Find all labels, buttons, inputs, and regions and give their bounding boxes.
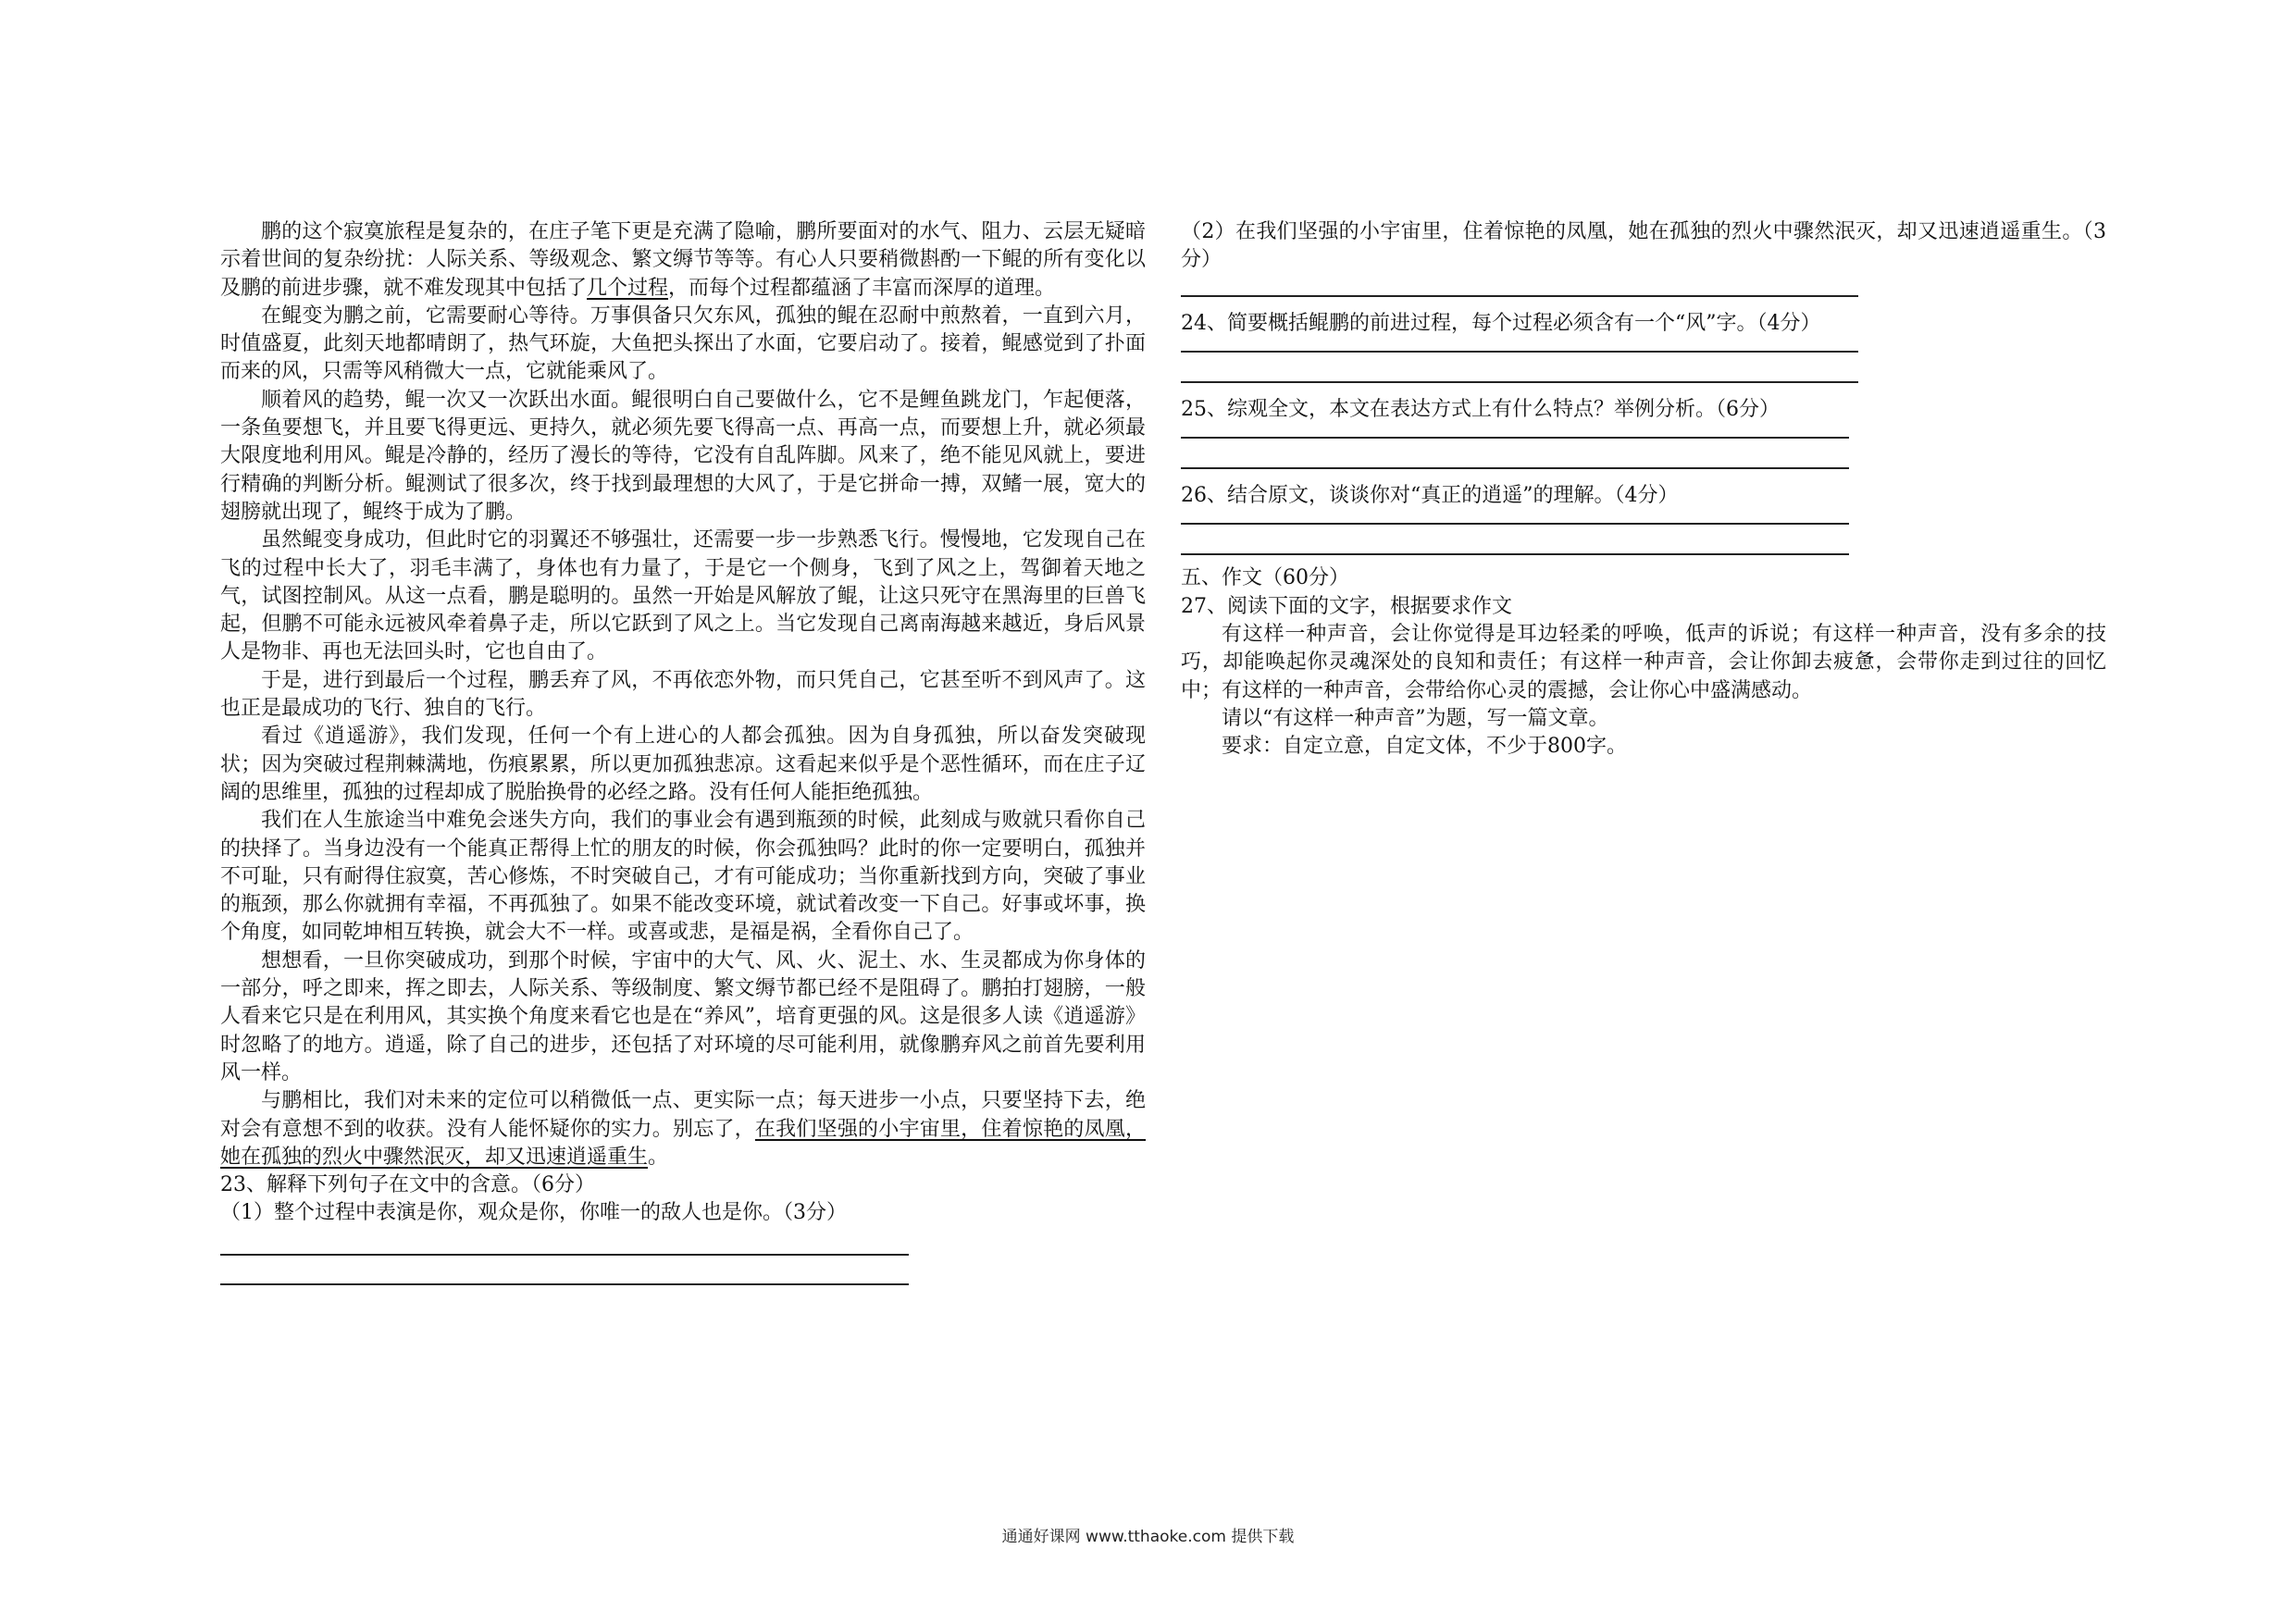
paragraph-1: 鹏的这个寂寞旅程是复杂的，在庄子笔下更是充满了隐喻，鹏所要面对的水气、阻力、云层无疑暗示着世间的复杂纷扰：人际关系、等级观念、繁文缛节等等。有心人只要稍微斟酌一下鲲的所有变化以及鹏的前进步骤，就不难发现其中包括了几个过程，而每个过程都蕴涵了丰富而深厚的道理。: [220, 220, 1146, 300]
paragraph-8: 想想看，一旦你突破成功，到那个时候，宇宙中的大气、风、火、泥土、水、生灵都成为你身体的一部分，呼之即来，挥之即去，人际关系、等级制度、繁文缛节都已经不是阻碍了。鹏拍打翅膀，一般人看来它只是在利用风，其实换个角度来看它也是在“养风”，培育更强的风。这是很多人读《逍遥游》时忽略了的地方。逍遥，除了自己的进步，还包括了对环境的尽可能利用，就像鹏弃风之前首先要利用风一样。: [220, 948, 1146, 1084]
question-23-1: （1）整个过程中表演是你，观众是你，你唯一的敌人也是你。（3分）: [220, 1201, 847, 1225]
question-26: 26、结合原文，谈谈你对“真正的逍遥”的理解。（4分）: [1181, 484, 1679, 508]
paragraph-7: 我们在人生旅途当中难免会迷失方向，我们的事业会有遇到瓶颈的时候，此刻成与败就只看你自己的抉择了。当身边没有一个能真正帮得上忙的朋友的时候，你会孤独吗？此时的你一定要明白，孤独并不可耻，只有耐得住寂寞，苦心修炼，不时突破自己，才有可能成功；当你重新找到方向，突破了事业的瓶颈，那么你就拥有幸福，不再孤独了。如果不能改变环境，就试着改变一下自己。好事或坏事，换个角度，如同乾坤相互转换，就会大不一样。或喜或悲，是福是祸，全看你自己了。: [220, 809, 1146, 945]
paragraph-5: 于是，进行到最后一个过程，鹏丢弃了风，不再依恋外物，而只凭自己，它甚至听不到风声了。这也正是最成功的飞行、独自的飞行。: [220, 668, 1146, 721]
answer-line[interactable]: [1181, 351, 1858, 353]
paragraph-6: 看过《逍遥游》，我们发现，任何一个有上进心的人都会孤独。因为自身孤独，所以奋发突破现状；因为突破过程荆棘满地，伤痕累累，所以更加孤独悲凉。这看起来似乎是个恶性循环，而在庄子辽阔的思维里，孤独的过程却成了脱胎换骨的必经之路。没有任何人能拒绝孤独。: [220, 725, 1146, 804]
paragraph-2: 在鲲变为鹏之前，它需要耐心等待。万事俱备只欠东风，孤独的鲲在忍耐中煎熬着，一直到六月，时值盛夏，此刻天地都晴朗了，热气环旋，大鱼把头探出了水面，它要启动了。接着，鲲感觉到了扑面而来的风，只需等风稍微大一点，它就能乘风了。: [220, 304, 1146, 384]
right-column: [1181, 218, 2106, 762]
question-25: 25、综观全文，本文在表达方式上有什么特点？举例分析。（6分）: [1181, 397, 1780, 421]
answer-line[interactable]: [1181, 437, 1849, 439]
paragraph-4: 虽然鲲变身成功，但此时它的羽翼还不够强壮，还需要一步一步熟悉飞行。慢慢地，它发现自己在飞的过程中长大了，羽毛丰满了，身体也有力量了，于是它一个侧身，飞到了风之上，驾御着天地之气，试图控制风。从这一点看，鹏是聪明的。虽然一开始是风解放了鲲，让这只死守在黑海里的巨兽飞起，但鹏不可能永远被风牵着鼻子走，所以它跃到了风之上。当它发现自己离南海越来越近，身后风景人是物非、再也无法回头时，它也自由了。: [220, 528, 1146, 664]
answer-line[interactable]: [1181, 467, 1849, 469]
answer-line[interactable]: [220, 1283, 909, 1285]
essay-requirements: 要求：自定立意，自定文体，不少于800字。: [1222, 735, 1627, 759]
essay-prompt: 有这样一种声音，会让你觉得是耳边轻柔的呼唤，低声的诉说；有这样一种声音，没有多余的技巧，却能唤起你灵魂深处的良知和责任；有这样一种声音，会让你卸去疲惫，会带你走到过往的回忆中；有这样的一种声音，会带给你心灵的震撼，会让你心中盛满感动。: [1181, 623, 2106, 702]
underlined-sentence: 在我们坚强的小宇宙里，住着惊艳的凤凰，她在孤独的烈火中骤然泯灭，却又迅速逍遥重生: [220, 1117, 1146, 1169]
underlined-phrase: 几个过程: [587, 276, 669, 300]
left-column: [220, 218, 1146, 1285]
paragraph-9: 与鹏相比，我们对未来的定位可以稍微低一点、更实际一点；每天进步一小点，只要坚持下去，绝对会有意想不到的收获。没有人能怀疑你的实力。别忘了，在我们坚强的小宇宙里，住着惊艳的凤凰，她在孤独的烈火中骤然泯灭，却又迅速逍遥重生。: [220, 1089, 1146, 1169]
question-23: 23、解释下列句子在文中的含意。（6分）: [220, 1173, 595, 1197]
answer-line[interactable]: [1181, 295, 1858, 297]
answer-line[interactable]: [1181, 523, 1849, 525]
question-27: 27、阅读下面的文字，根据要求作文: [1181, 594, 1512, 618]
answer-line[interactable]: [1181, 553, 1849, 555]
footer-watermark: 通通好课网 www.tthaoke.com 提供下载: [1001, 1528, 1295, 1546]
question-24: 24、简要概括鲲鹏的前进过程，每个过程必须含有一个“风”字。（4分）: [1181, 311, 1821, 335]
essay-title-requirement: 请以“有这样一种声音”为题，写一篇文章。: [1222, 706, 1609, 730]
section-5-heading: 五、作文（60分）: [1181, 566, 1349, 590]
paragraph-3: 顺着风的趋势，鲲一次又一次跃出水面。鲲很明白自己要做什么，它不是鲤鱼跳龙门，乍起便落，一条鱼要想飞，并且要飞得更远、更持久，就必须先要飞得高一点、再高一点，而要想上升，就必须最大限度地利用风。鲲是冷静的，经历了漫长的等待，它没有自乱阵脚。风来了，绝不能见风就上，要进行精确的判断分析。鲲测试了很多次，终于找到最理想的大风了，于是它拼命一搏，双鳍一展，宽大的翅膀就出现了，鲲终于成为了鹏。: [220, 388, 1146, 524]
answer-line[interactable]: [1181, 381, 1858, 383]
answer-line[interactable]: [220, 1254, 909, 1256]
question-23-2: （2）在我们坚强的小宇宙里，住着惊艳的凤凰，她在孤独的烈火中骤然泯灭，却又迅速逍遥重生。（3分）: [1181, 220, 2106, 272]
